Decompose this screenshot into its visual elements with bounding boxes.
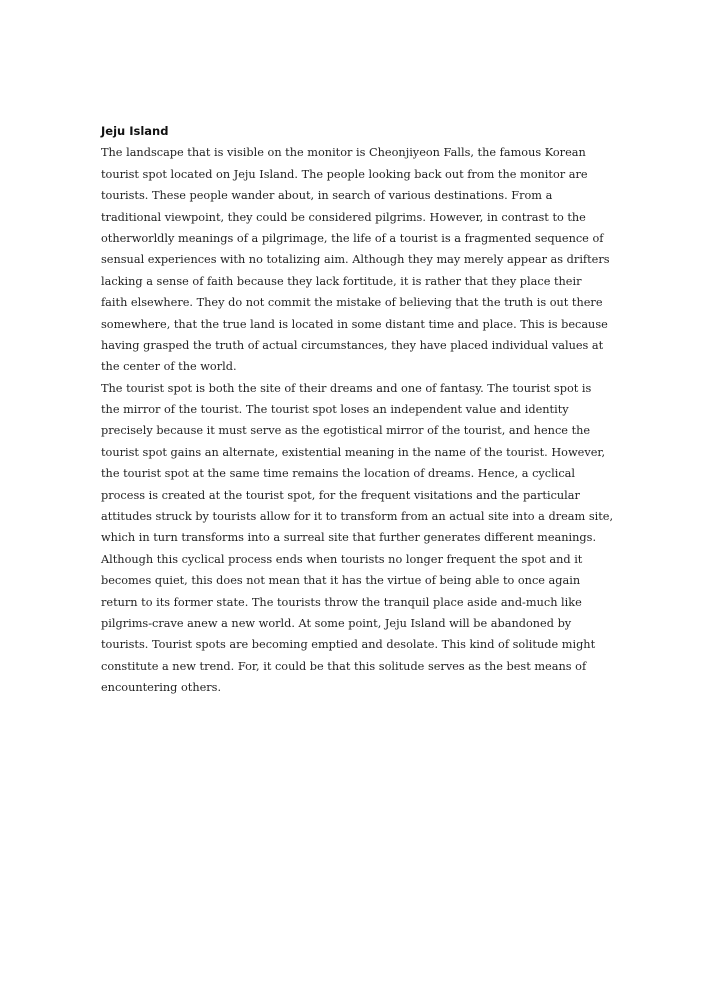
text-line: becomes quiet, this does not mean that it has the virtue of being able to once again	[101, 574, 581, 588]
text-line: faith elsewhere. They do not commit the mistake of believing that the truth is out there	[101, 296, 603, 310]
paragraph-1	[101, 142, 621, 377]
text-line: sensual experiences with no totalizing aim. Although they may merely appear as drifters	[101, 253, 610, 267]
text-line: The landscape that is visible on the monitor is Cheonjiyeon Falls, the famous Korean	[101, 146, 586, 160]
text-line: which in turn transforms into a surreal site that further generates different meanings.	[101, 531, 597, 545]
text-line: the tourist spot at the same time remains the location of dreams. Hence, a cyclical	[101, 467, 576, 481]
document-title: Jeju Island	[101, 124, 169, 138]
text-line: having grasped the truth of actual circumstances, they have placed individual values at	[101, 338, 604, 352]
text-line: otherworldly meanings of a pilgrimage, the life of a tourist is a fragmented sequence of	[101, 231, 604, 245]
text-line: pilgrims-crave anew a new world. At some point, Jeju Island will be abandoned by	[101, 617, 572, 630]
text-line: Although this cyclical process ends when tourists no longer frequent the spot and it	[101, 552, 583, 566]
text-line: return to its former state. The tourists throw the tranquil place aside and-much like	[101, 595, 582, 609]
paragraph-2	[101, 378, 621, 699]
text-line: lacking a sense of faith because they lack fortitude, it is rather that they place their	[101, 274, 582, 288]
text-line: encountering others.	[101, 681, 222, 695]
text-line: tourist spot located on Jeju Island. The people looking back out from the monitor are	[101, 167, 588, 181]
text-line: somewhere, that the true land is located in some distant time and place. This is because	[101, 317, 608, 331]
text-line: attitudes struck by tourists allow for it to transform from an actual site into a dream site,	[101, 510, 614, 524]
text-line: tourist spot gains an alternate, existential meaning in the name of the tourist. However,	[101, 445, 606, 459]
text-line: the center of the world.	[101, 360, 237, 374]
text-line: process is created at the tourist spot, for the frequent visitations and the particular	[101, 488, 580, 502]
text-line: tourists. Tourist spots are becoming emptied and desolate. This kind of solitude might	[101, 638, 596, 652]
text-line: tourists. These people wander about, in search of various destinations. From a	[101, 189, 553, 203]
document-body	[101, 121, 621, 699]
text-line: traditional viewpoint, they could be considered pilgrims. However, in contrast to the	[101, 210, 586, 224]
text-line: constitute a new trend. For, it could be that this solitude serves as the best means of	[101, 659, 587, 673]
text-line: The tourist spot is both the site of their dreams and one of fantasy. The tourist spot is	[101, 381, 592, 395]
text-line: precisely because it must serve as the egotistical mirror of the tourist, and hence the	[101, 424, 591, 438]
text-line: the mirror of the tourist. The tourist spot loses an independent value and identity	[101, 403, 569, 417]
